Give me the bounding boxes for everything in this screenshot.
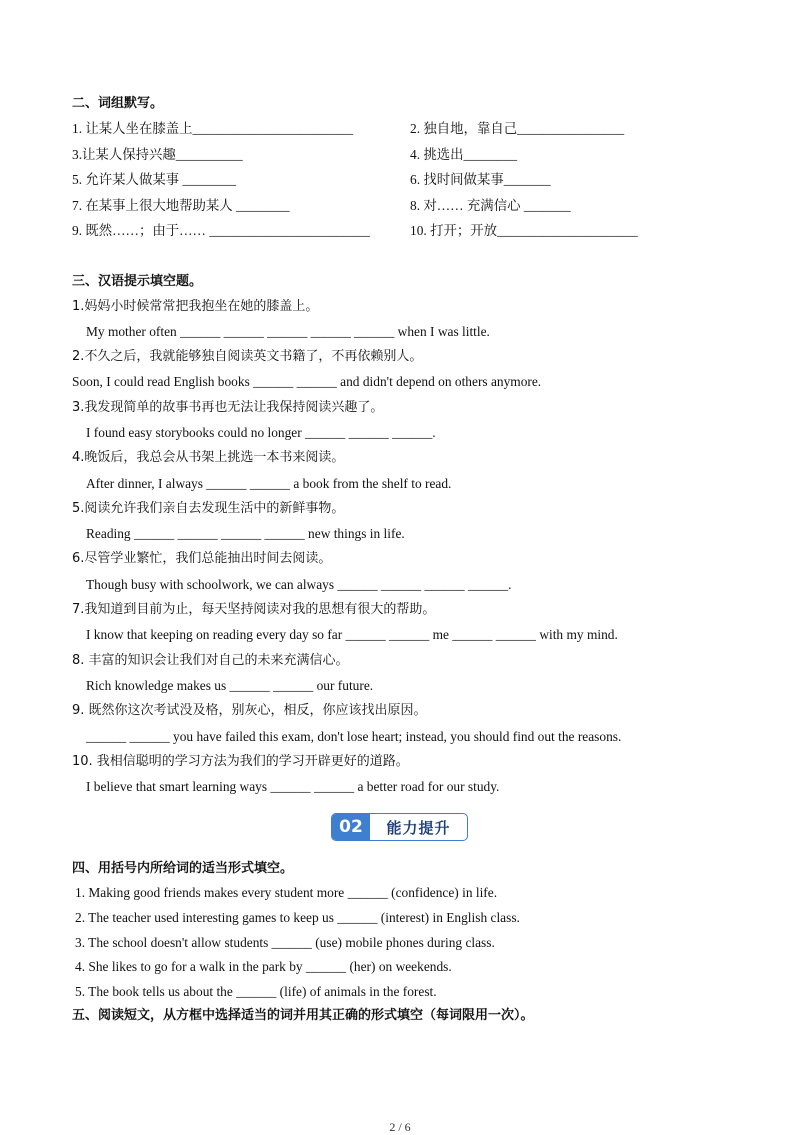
section4-questions	[72, 881, 732, 1004]
question-english: After dinner, I always ______ ______ a book from the shelf to read.	[86, 475, 452, 491]
word-form-question: 1. Making good friends makes every student more ______ (confidence) in life.	[75, 885, 498, 901]
phrase-item: 9. 既然……；由于…… ________________________	[72, 223, 370, 238]
question-english: I believe that smart learning ways ______ ______ a better road for our study.	[86, 779, 500, 795]
question-chinese: 5.阅读允许我们亲自去发现生活中的新鲜事物。	[72, 500, 345, 516]
question-chinese: 9. 既然你这次考试没及格，别灰心，相反，你应该找出原因。	[72, 703, 427, 719]
phrase-item: 1. 让某人坐在膝盖上________________________	[72, 121, 354, 136]
question-english: I know that keeping on reading every day so far ______ ______ me ______ ______ with my mind.	[86, 627, 618, 643]
question-chinese: 4.晚饭后，我总会从书架上挑选一本书来阅读。	[72, 450, 345, 466]
question-chinese: 6.尽管学业繁忙，我们总能抽出时间去阅读。	[72, 551, 332, 567]
question-english: My mother often ______ ______ ______ ______ ______ when I was little.	[86, 323, 490, 339]
question-chinese: 8. 丰富的知识会让我们对自己的未来充满信心。	[72, 652, 349, 668]
section3-title: 三、汉语提示填空题。	[72, 273, 203, 289]
ability-badge	[331, 813, 468, 841]
phrase-item: 2. 独自地，靠自己________________	[410, 121, 625, 136]
section3-questions	[72, 294, 732, 800]
question-english: Soon, I could read English books ______ ______ and didn't depend on others anymore.	[72, 374, 542, 390]
word-form-question: 4. She likes to go for a walk in the park by ______ (her) on weekends.	[75, 959, 452, 975]
question-english: ______ ______ you have failed this exam, don't lose heart; instead, you should find out the reasons.	[86, 728, 622, 744]
worksheet-content	[72, 92, 732, 1028]
section-badge-row	[72, 799, 732, 857]
section2-title: 二、词组默写。	[72, 96, 164, 111]
badge-number: 02	[332, 814, 370, 840]
question-chinese: 3.我发现简单的故事书再也无法让我保持阅读兴趣了。	[72, 399, 384, 415]
question-chinese: 10. 我相信聪明的学习方法为我们的学习开辟更好的道路。	[72, 753, 409, 769]
phrase-item: 6. 找时间做某事_______	[410, 172, 551, 187]
phrase-item: 4. 挑选出________	[410, 146, 518, 162]
page-number: 2 / 6	[389, 1120, 411, 1134]
word-form-question: 3. The school doesn't allow students ______ (use) mobile phones during class.	[75, 934, 495, 950]
question-english: Though busy with schoolwork, we can always ______ ______ ______ ______.	[86, 576, 512, 592]
section5-title: 五、阅读短文，从方框中选择适当的词并用其正确的形式填空（每词限用一次）。	[72, 1008, 534, 1024]
question-english: I found easy storybooks could no longer ______ ______ ______.	[86, 424, 436, 440]
badge-text: 能力提升	[386, 818, 451, 837]
phrase-item: 7. 在某事上很大地帮助某人 ________	[72, 197, 290, 213]
question-chinese: 7.我知道到目前为止，每天坚持阅读对我的思想有很大的帮助。	[72, 602, 436, 618]
phrase-item: 5. 允许某人做某事 ________	[72, 172, 237, 187]
question-chinese: 1.妈妈小时候常常把我抱坐在她的膝盖上。	[72, 298, 319, 314]
question-english: Rich knowledge makes us ______ ______ our future.	[86, 677, 374, 693]
word-form-question: 2. The teacher used interesting games to keep us ______ (interest) in English class.	[75, 910, 520, 926]
phrase-item: 3.让某人保持兴趣__________	[72, 146, 243, 162]
question-chinese: 2.不久之后，我就能够独自阅读英文书籍了，不再依赖别人。	[72, 349, 423, 365]
section4-title: 四、用括号内所给词的适当形式填空。	[72, 861, 294, 877]
word-form-question: 5. The book tells us about the ______ (life) of animals in the forest.	[75, 983, 437, 999]
phrase-item: 10. 打开；开放_____________________	[410, 223, 638, 238]
phrase-item: 8. 对…… 充满信心 _______	[410, 197, 571, 213]
question-english: Reading ______ ______ ______ ______ new things in life.	[86, 526, 405, 542]
section2-phrase-grid	[72, 116, 732, 244]
